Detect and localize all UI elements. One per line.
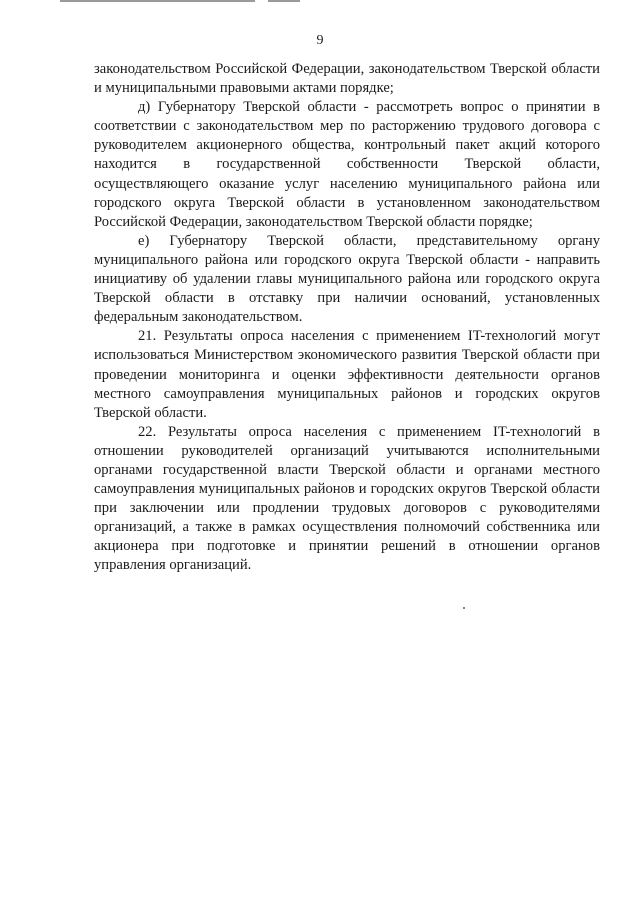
scan-speck <box>463 607 465 609</box>
document-body <box>94 60 600 576</box>
page-number: 9 <box>316 33 324 48</box>
scan-edge-mark <box>60 0 255 2</box>
scan-edge-mark <box>268 0 300 2</box>
paragraph-item-d: д) Губернатору Тверской области - рассмотреть вопрос о принятии в соответствии с законодательством мер по расторжению трудового договора с руководителем акционерного общества, контрольный пакет акций которого находится в государственной собственности Тверской области, осуществляющего оказание услуг населению муниципального района или городского округа Тверской области в установленном законодательством Российской Федерации, законодательством Тверской области порядке; <box>94 99 600 230</box>
paragraph-item-e: е) Губернатору Тверской области, представительному органу муниципального района или городского округа Тверской области - направить инициативу об удалении главы муниципального района или городского округа Тверской области в отставку при наличии оснований, установленных федеральным законодательством. <box>94 232 600 326</box>
paragraph-22: 22. Результаты опроса населения с применением IT-технологий в отношении руководителей организаций учитываются исполнительными органами государственной власти Тверской области и органами местного самоуправления муниципальных районов и городских округов Тверской области при заключении или продлении трудовых договоров с руководителями организаций, а также в рамках осуществления полномочий собственника или акционера при подготовке и принятии решений в отношении органов управления организаций. <box>94 423 600 574</box>
paragraph-21: 21. Результаты опроса населения с применением IT-технологий могут использоваться Министерством экономического развития Тверской области при проведении мониторинга и оценки эффективности деятельности органов местного самоуправления муниципальных районов и городских округов Тверской области. <box>94 328 600 421</box>
paragraph-continuation: законодательством Российской Федерации, законодательством Тверской области и муниципальными правовыми актами порядке; <box>94 61 600 97</box>
